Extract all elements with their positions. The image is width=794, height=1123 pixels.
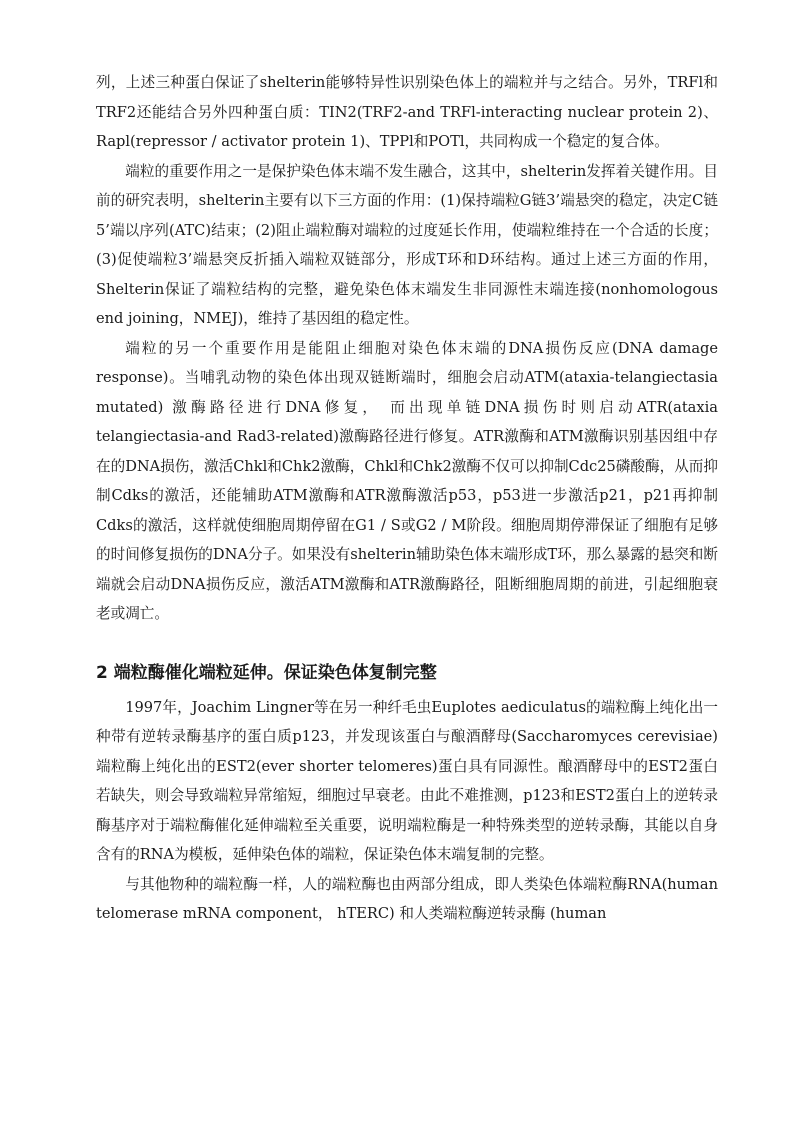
document-page (96, 68, 718, 929)
section-heading: 2 端粒酶催化端粒延伸。保证染色体复制完整 (96, 662, 437, 683)
paragraph-dna-damage-response: 端粒的另一个重要作用是能阻止细胞对染色体末端的DNA损伤反应(DNA damage response)。当哺乳动物的染色体出现双链断端时，细胞会启动ATM(ataxia-telangiectasia mutated) 激酶路径进行DNA修复， 而出现单链DNA损伤时则启动ATR(ataxia telangiectasia-and Rad3-related)激酶路径进行修复。ATR激酶和ATM激酶识别基因组中存在的DNA损伤，激活Chkl和Chk2激酶，Chkl和Chk2激酶不仅可以抑制Cdc25磷酸酶，从而抑制Cdks的激活，还能辅助ATM激酶和ATR激酶激活p53，p53进一步激活p21，p21再抑制Cdks的激活，这样就使细胞周期停留在G1 / S或G2 / M阶段。细胞周期停滞保证了细胞有足够的时间修复损伤的DNA分子。如果没有shelterin辅助染色体末端形成T环，那么暴露的悬突和断端就会启动DNA损伤反应，激活ATM激酶和ATR激酶路径，阻断细胞周期的前进，引起细胞衰老或凋亡。 (96, 339, 718, 622)
paragraph-telomerase-discovery: 1997年，Joachim Lingner等在另一种纤毛虫Euplotes aediculatus的端粒酶上纯化出一种带有逆转录酶基序的蛋白质p123，并发现该蛋白与酿酒酵母(Saccharomyces cerevisiae)端粒酶上纯化出的EST2(ever shorter telomeres)蛋白具有同源性。酿酒酵母中的EST2蛋白若缺失，则会导致端粒异常缩短，细胞过早衰老。由此不难推测，p123和EST2蛋白上的逆转录酶基序对于端粒酶催化延伸端粒至关重要，说明端粒酶是一种特殊类型的逆转录酶，其能以自身含有的RNA为模板，延伸染色体的端粒，保证染色体末端复制的完整。 (96, 698, 718, 863)
paragraph-human-telomerase: 与其他物种的端粒酶一样，人的端粒酶也由两部分组成，即人类染色体端粒酶RNA(human telomerase mRNA component， hTERC) 和人类端粒酶逆转录酶 (human (96, 875, 718, 922)
paragraph-shelterin-components: 列，上述三种蛋白保证了shelterin能够特异性识别染色体上的端粒并与之结合。另外，TRFl和TRF2还能结合另外四种蛋白质：TIN2(TRF2-and TRFl-interacting nuclear protein 2)、Rapl(repressor / activator protein 1)、TPPl和POTl，共同构成一个稳定的复合体。 (96, 74, 718, 150)
paragraph-shelterin-functions: 端粒的重要作用之一是保护染色体末端不发生融合，这其中，shelterin发挥着关键作用。目前的研究表明，shelterin主要有以下三方面的作用：(1)保持端粒G链3’端悬突的稳定，决定C链5’端以序列(ATC)结束；(2)阻止端粒酶对端粒的过度延长作用，使端粒维持在一个合适的长度；(3)促使端粒3’端悬突反折插入端粒双链部分，形成T环和D环结构。通过上述三方面的作用，Shelterin保证了端粒结构的完整，避免染色体末端发生非同源性末端连接(nonhomologous end joining，NMEJ)，维持了基因组的稳定性。 (96, 162, 718, 327)
